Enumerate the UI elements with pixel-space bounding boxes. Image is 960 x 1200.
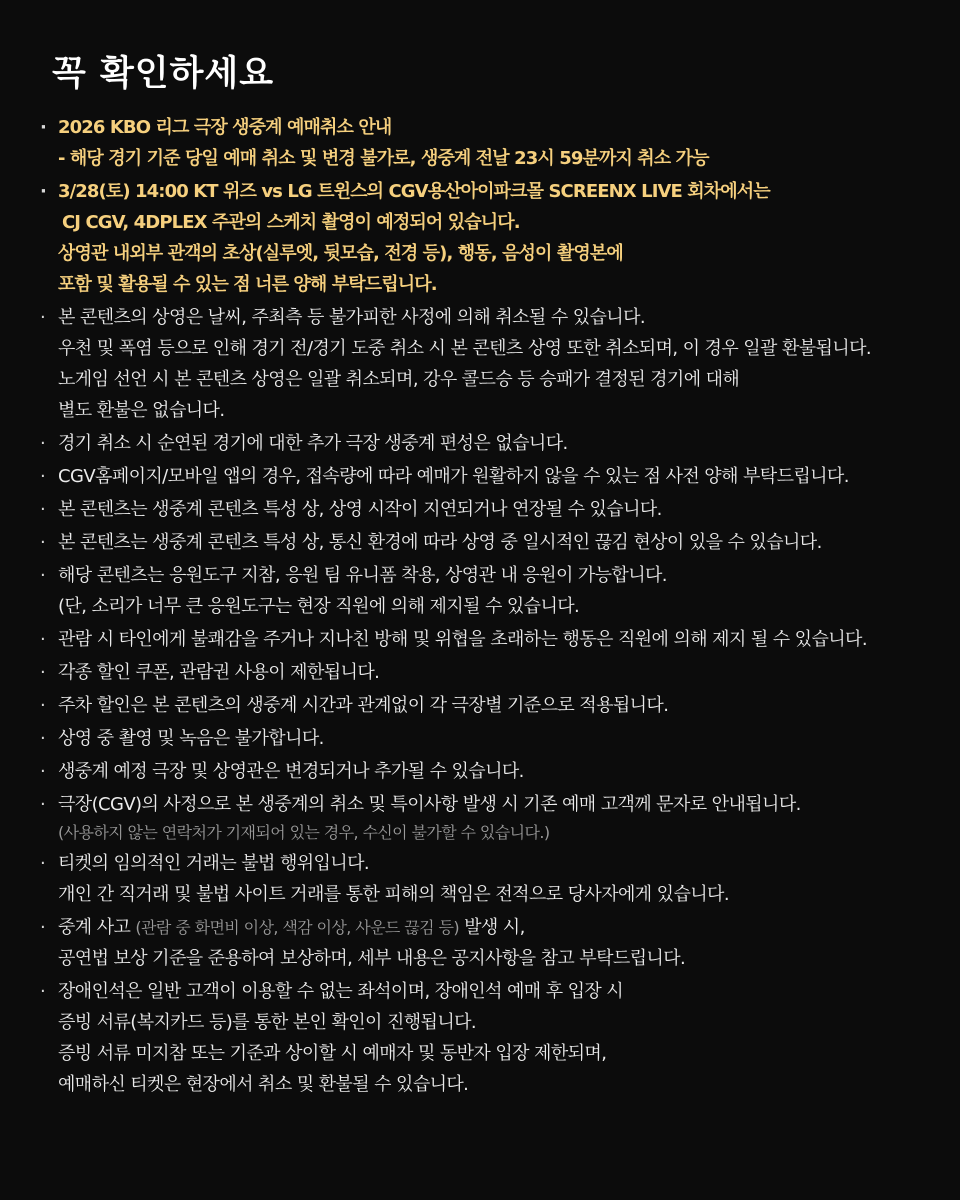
list-item <box>40 461 920 492</box>
bullet-icon: · <box>40 662 46 683</box>
item-line: 경기 취소 시 순연된 경기에 대한 추가 극장 생중계 편성은 없습니다. <box>58 433 568 454</box>
list-item <box>40 560 920 622</box>
item-line: 주차 할인은 본 콘텐츠의 생중계 시간과 관계없이 각 극장별 기준으로 적용됩니다. <box>58 695 669 716</box>
item-line: 본 콘텐츠는 생중계 콘텐츠 특성 상, 상영 시작이 지연되거나 연장될 수 있습니다. <box>58 499 662 520</box>
item-line: 증빙 서류(복지카드 등)를 통한 본인 확인이 진행됩니다. <box>58 1012 477 1033</box>
list-item <box>40 789 920 846</box>
item-line: 장애인석은 일반 고객이 이용할 수 없는 좌석이며, 장애인석 예매 후 입장 시 <box>58 981 624 1002</box>
item-paren-note: (관람 중 화면비 이상, 색감 이상, 사운드 끊김 등) <box>135 918 459 937</box>
item-line: 관람 시 타인에게 불쾌감을 주거나 지나친 방해 및 위협을 초래하는 행동은 직원에 의해 제지 될 수 있습니다. <box>58 629 867 650</box>
list-item <box>40 756 920 787</box>
item-line: 상영관 내외부 관객의 초상(실루엣, 뒷모습, 전경 등), 행동, 음성이 촬영본에 <box>58 243 623 264</box>
item-line: 극장(CGV)의 사정으로 본 생중계의 취소 및 특이사항 발생 시 기존 예매 고객께 문자로 안내됩니다. <box>58 794 801 815</box>
bullet-icon: · <box>40 181 47 202</box>
bullet-icon: · <box>40 981 46 1002</box>
item-tail: 발생 시, <box>464 917 525 938</box>
notice-list <box>40 112 920 1100</box>
list-item <box>40 976 920 1100</box>
item-line: (단, 소리가 너무 큰 응원도구는 현장 직원에 의해 제지될 수 있습니다. <box>58 596 580 617</box>
item-note: (사용하지 않는 연락처가 기재되어 있는 경우, 수신이 불가할 수 있습니다.) <box>58 823 550 842</box>
item-line: 티켓의 임의적인 거래는 불법 행위입니다. <box>58 853 370 874</box>
list-item <box>40 723 920 754</box>
item-line: 포함 및 활용될 수 있는 점 너른 양해 부탁드립니다. <box>58 274 437 295</box>
bullet-icon: · <box>40 761 46 782</box>
bullet-icon: · <box>40 629 46 650</box>
bullet-icon: · <box>40 695 46 716</box>
bullet-icon: · <box>40 307 46 328</box>
bullet-icon: · <box>40 466 46 487</box>
item-line: 개인 간 직거래 및 불법 사이트 거래를 통한 피해의 책임은 전적으로 당사자에게 있습니다. <box>58 884 729 905</box>
bullet-icon: · <box>40 728 46 749</box>
item-line: 공연법 보상 기준을 준용하여 보상하며, 세부 내용은 공지사항을 참고 부탁드립니다. <box>58 948 686 969</box>
item-line <box>58 912 920 943</box>
item-line: 노게임 선언 시 본 콘텐츠 상영은 일괄 취소되며, 강우 콜드승 등 승패가 결정된 경기에 대해 <box>58 369 740 390</box>
item-lead: 중계 사고 <box>58 917 131 938</box>
item-line: CJ CGV, 4DPLEX 주관의 스케치 촬영이 예정되어 있습니다. <box>62 212 520 233</box>
list-item <box>40 912 920 974</box>
bullet-icon: · <box>40 433 46 454</box>
list-item <box>40 494 920 525</box>
item-line: 본 콘텐츠는 생중계 콘텐츠 특성 상, 통신 환경에 따라 상영 중 일시적인 끊김 현상이 있을 수 있습니다. <box>58 532 822 553</box>
list-item <box>40 848 920 910</box>
item-line: CGV홈페이지/모바일 앱의 경우, 접속량에 따라 예매가 원활하지 않을 수 있는 점 사전 양해 부탁드립니다. <box>58 466 849 487</box>
list-item <box>40 112 920 174</box>
bullet-icon: · <box>40 532 46 553</box>
bullet-icon: · <box>40 499 46 520</box>
item-line: 2026 KBO 리그 극장 생중계 예매취소 안내 <box>58 117 392 138</box>
item-line: - 해당 경기 기준 당일 예매 취소 및 변경 불가로, 생중계 전날 23시 59분까지 취소 가능 <box>58 148 709 169</box>
item-line: 본 콘텐츠의 상영은 날씨, 주최측 등 불가피한 사정에 의해 취소될 수 있습니다. <box>58 307 646 328</box>
bullet-icon: · <box>40 565 46 586</box>
list-item <box>40 176 920 300</box>
list-item <box>40 302 920 426</box>
item-line: 별도 환불은 없습니다. <box>58 400 225 421</box>
item-line: 각종 할인 쿠폰, 관람권 사용이 제한됩니다. <box>58 662 380 683</box>
item-line: 우천 및 폭염 등으로 인해 경기 전/경기 도중 취소 시 본 콘텐츠 상영 또한 취소되며, 이 경우 일괄 환불됩니다. <box>58 338 871 359</box>
bullet-icon: · <box>40 117 47 138</box>
item-line: 해당 콘텐츠는 응원도구 지참, 응원 팀 유니폼 착용, 상영관 내 응원이 가능합니다. <box>58 565 667 586</box>
list-item <box>40 527 920 558</box>
item-line: 생중계 예정 극장 및 상영관은 변경되거나 추가될 수 있습니다. <box>58 761 524 782</box>
item-line: 증빙 서류 미지참 또는 기준과 상이할 시 예매자 및 동반자 입장 제한되며, <box>58 1043 607 1064</box>
item-line: 3/28(토) 14:00 KT 위즈 vs LG 트윈스의 CGV용산아이파크몰 SCREENX LIVE 회차에서는 <box>58 181 770 202</box>
list-item <box>40 657 920 688</box>
bullet-icon: · <box>40 853 46 874</box>
bullet-icon: · <box>40 917 46 938</box>
item-line: 예매하신 티켓은 현장에서 취소 및 환불될 수 있습니다. <box>58 1074 469 1095</box>
item-line: 상영 중 촬영 및 녹음은 불가합니다. <box>58 728 324 749</box>
page-title: 꼭 확인하세요 <box>52 54 275 94</box>
list-item <box>40 690 920 721</box>
list-item <box>40 428 920 459</box>
bullet-icon: · <box>40 794 46 815</box>
list-item <box>40 624 920 655</box>
